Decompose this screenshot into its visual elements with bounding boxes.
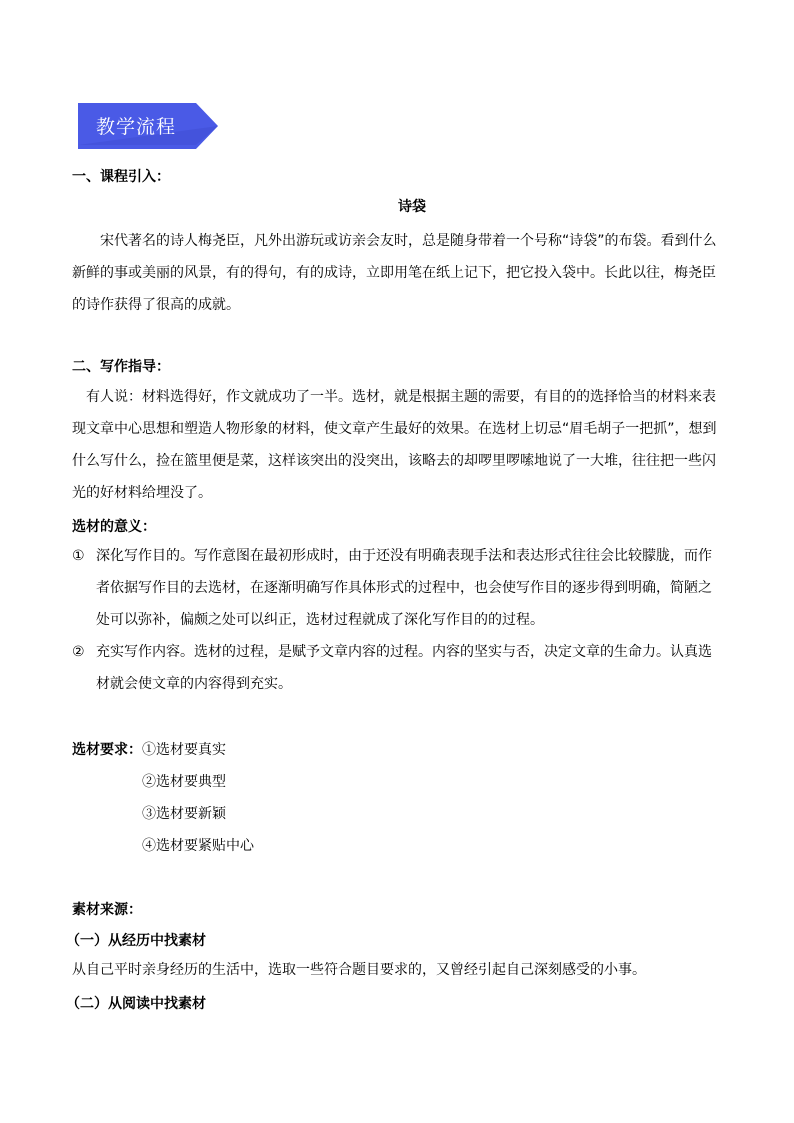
- section-banner: [78, 103, 218, 149]
- requirement-item: ①选材要真实: [142, 742, 226, 758]
- section-heading-guide: 二、写作指导：: [72, 359, 170, 375]
- item-number: ①: [72, 548, 85, 564]
- source-paragraph: 从自己平时亲身经历的生活中，选取一些符合题目要求的，又曾经引起自己深刻感受的小事。: [72, 962, 646, 978]
- meaning-item: [72, 636, 722, 700]
- source-subheading: （二）从阅读中找素材: [66, 996, 206, 1012]
- item-text: 充实写作内容。选材的过程，是赋予文章内容的过程。内容的坚实与否，决定文章的生命力。认真选材就会使文章的内容得到充实。: [96, 644, 712, 692]
- item-number: ②: [72, 644, 85, 660]
- banner-title: 教学流程: [96, 116, 177, 138]
- section-heading-intro: 一、课程引入：: [72, 169, 170, 185]
- meaning-item: [72, 540, 722, 636]
- requirements-heading: 选材要求：: [72, 742, 142, 758]
- source-subheading: （一）从经历中找素材: [66, 933, 206, 949]
- intro-paragraph: 宋代著名的诗人梅尧臣，凡外出游玩或访亲会友时，总是随身带着一个号称“诗袋”的布袋。看到什么新鲜的事或美丽的风景，有的得句，有的成诗，立即用笔在纸上记下，把它投入袋中。长此以往，梅尧臣的诗作获得了很高的成就。: [72, 233, 717, 313]
- requirement-item: ③选材要新颖: [142, 806, 226, 822]
- item-text: 深化写作目的。写作意图在最初形成时，由于还没有明确表现手法和表达形式往往会比较朦胧，而作者依据写作目的去选材，在逐渐明确写作具体形式的过程中，也会使写作目的逐步得到明确，简陋之处可以弥补，偏颇之处可以纠正，选材过程就成了深化写作目的的过程。: [96, 548, 712, 628]
- requirement-item: ④选材要紧贴中心: [142, 838, 254, 854]
- meaning-heading: 选材的意义：: [72, 519, 156, 535]
- requirement-item: ②选材要典型: [142, 774, 226, 790]
- poem-title: 诗袋: [398, 199, 426, 215]
- guide-paragraph: 有人说：材料选得好，作文就成功了一半。选材，就是根据主题的需要，有目的的选择恰当的材料来表现文章中心思想和塑造人物形象的材料，使文章产生最好的效果。在选材上切忌“眉毛胡子一把抓”，想到什么写什么，捡在篮里便是菜，这样该突出的没突出，该略去的却啰里啰嗦地说了一大堆，往往把一些闪光的好材料给埋没了。: [72, 389, 717, 501]
- sources-heading: 素材来源：: [72, 902, 142, 918]
